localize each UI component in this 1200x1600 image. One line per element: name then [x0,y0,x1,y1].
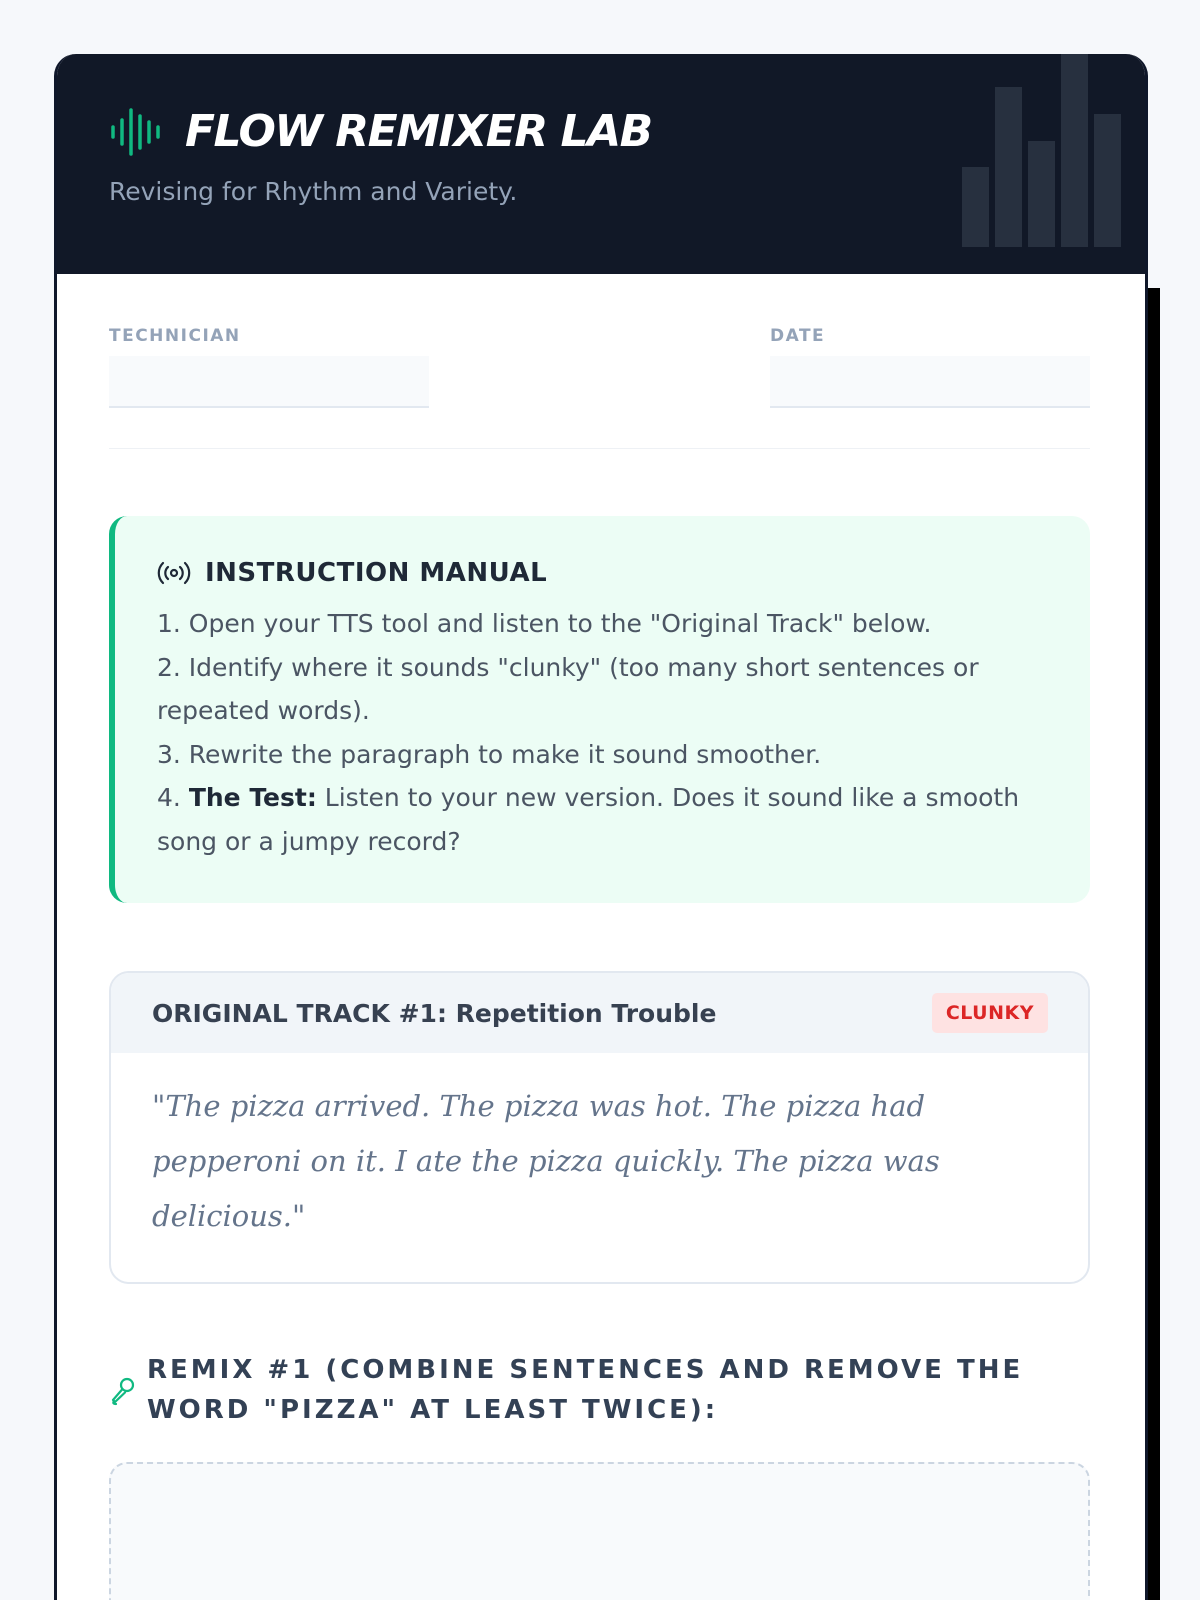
track-body [111,1053,1088,1282]
date-field [770,326,1090,408]
manual-step-4 [157,776,1030,863]
header [57,54,1145,274]
equalizer-bar [962,167,989,247]
worksheet-card [54,54,1148,1600]
remix-answer-area[interactable] [109,1462,1090,1600]
page-subtitle: Revising for Rhythm and Variety. [109,177,518,206]
technician-input[interactable] [109,356,429,408]
manual-title: INSTRUCTION MANUAL [205,558,548,588]
track-header [111,973,1088,1053]
track-quote: "The pizza arrived. The pizza was hot. The pizza had pepperoni on it. I ate the pizza quickly. The pizza was delicious." [152,1089,940,1233]
date-input[interactable] [770,356,1090,408]
manual-steps [157,602,1030,863]
equalizer-bar [1094,114,1121,247]
date-label: DATE [770,326,826,346]
worksheet-body [57,274,1145,1600]
remix-label: REMIX #1 (COMBINE SENTENCES AND REMOVE THE WORD "PIZZA" AT LEAST TWICE): [147,1355,1024,1425]
manual-step-3: 3. Rewrite the paragraph to make it sound smoother. [157,739,822,769]
track-title: ORIGINAL TRACK #1: Repetition Trouble [152,998,717,1028]
remix-header [109,1350,1090,1430]
waveform-icon [109,108,163,156]
manual-step-1: 1. Open your TTS tool and listen to the "Original Track" below. [157,609,932,638]
status-badge: CLUNKY [932,993,1048,1033]
decorative-equalizer-bars [956,54,1121,247]
equalizer-bar [1028,141,1055,247]
equalizer-bar [1061,54,1088,247]
step-4-text: Listen to your new version. Does it sound like a smooth song or a jumpy record? [157,783,1020,856]
equalizer-bar [995,87,1022,247]
step-4-emphasis: The Test: [188,783,317,812]
meta-row [109,274,1090,449]
technician-field [109,326,429,408]
original-track-card [109,971,1090,1284]
manual-step-2: 2. Identify where it sounds "clunky" (too many short sentences or repeated words). [157,652,979,725]
step-4-number: 4. [157,783,189,812]
manual-header [157,558,1030,588]
technician-label: TECHNICIAN [109,326,241,346]
broadcast-icon [157,560,191,586]
page-title: FLOW REMIXER LAB [185,106,652,157]
microphone-icon [109,1376,137,1406]
instruction-manual [109,516,1090,903]
